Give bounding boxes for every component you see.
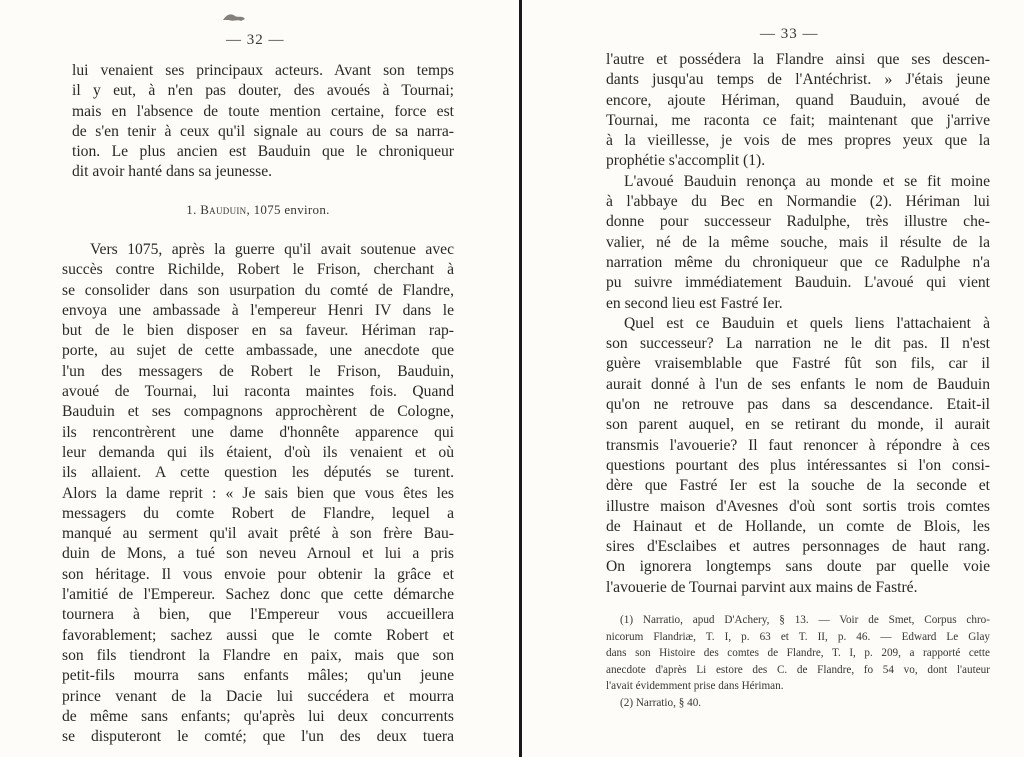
text-line: lui venaient ses principaux acteurs. Avant son temps — [72, 62, 454, 79]
footnote-line: l'avait évidemment prise dans Hériman. — [606, 680, 784, 693]
text-line: guère vraisemblable que Fastré fût son fils, car il — [606, 355, 990, 373]
text-line: favorablement; sachez aussi que le comte Robert et — [62, 626, 454, 644]
text-line: dit avoir hanté dans sa jeunesse. — [72, 163, 273, 181]
text-line: transmis l'avouerie? Il faut renoncer à répondre à ces — [606, 436, 990, 454]
text-line: ils allaient. A cette question les députés se turent. — [62, 464, 454, 482]
ink-smudge-mark — [221, 10, 247, 24]
text-line: Quel est ce Bauduin et quels liens l'attachaient à — [624, 314, 990, 332]
section-name: Bauduin, — [200, 202, 251, 217]
footnote-line: anecdote d'après Li estore des C. de Flandre, fo 54 vo, dont l'auteur — [606, 663, 990, 676]
footnotes — [606, 612, 990, 712]
text-line: but de le bien disposer en sa faveur. Hériman rap- — [62, 322, 454, 340]
text-line: messagers du comte Robert de Flandre, lequel a — [62, 504, 454, 522]
footnote-line: nicorum Flandriæ, T. I, p. 63 et T. II, p. 46. — Edward Le Glay — [606, 630, 990, 643]
text-line: Alors la dame reprit : « Je sais bien que vous êtes les — [62, 484, 454, 502]
text-line: l'autre et possédera la Flandre ainsi que ses descen- — [606, 51, 990, 68]
text-line: se disputeront le comté; que l'un des deux tuera — [62, 728, 454, 746]
text-line: porte, au sujet de cette ambassade, une anecdote que — [62, 342, 454, 360]
text-line: encore, ajoute Hériman, quand Bauduin, avoué de — [606, 91, 990, 109]
text-line: succès contre Richilde, Robert le Frison, cherchant à — [62, 261, 454, 279]
text-line: de Hainaut et de Hollande, un comte de Blois, les — [606, 517, 990, 535]
text-line: Tournai, me raconta ce fait; maintenant que j'arrive — [606, 111, 990, 129]
section-date: 1075 environ. — [253, 202, 330, 217]
text-line: sires d'Esclaibes et autres personnages de haut rang. — [606, 538, 990, 556]
text-line: envoya une ambassade à l'empereur Henri IV dans le — [62, 301, 454, 319]
text-line: avoué de Tournai, lui raconta maintes fois. Quand — [62, 383, 454, 401]
text-line: tion. Le plus ancien est Bauduin que le chroniqueur — [72, 143, 454, 161]
text-line: son héritage. Il vous envoie pour obtenir la grâce et — [62, 565, 454, 583]
left-intro-paragraph — [72, 61, 454, 183]
text-line: à l'abbaye du Bec en Normandie (2). Hériman lui — [606, 193, 990, 211]
text-line: On ignorera longtemps sans doute par quelle voie — [606, 558, 990, 576]
left-main-paragraph — [62, 240, 454, 747]
text-line: il y eut, à n'en pas douter, des avoués à Tournai; — [72, 82, 454, 100]
right-main-text — [606, 50, 990, 598]
text-line: à la vieillesse, je vois de mes propres yeux que la — [606, 132, 990, 150]
footnote-line: (2) Narratio, § 40. — [620, 696, 702, 709]
text-line: L'avoué Bauduin renonça au monde et se fit moine — [624, 172, 990, 190]
text-line: son parent auquel, en se retirant du monde, il aurait — [606, 416, 990, 434]
text-line: illustre maison d'Avesnes d'où sont sortis trois comtes — [606, 497, 990, 515]
text-line: en second lieu est Fastré Ier. — [606, 294, 783, 312]
text-line: aurait donné à l'un de ses enfants le nom de Bauduin — [606, 375, 990, 393]
text-line: leur demanda qui ils étaient, d'où ils venaient et où — [62, 443, 454, 461]
left-page-number: — 32 — — [226, 32, 285, 48]
text-line: ils rencontrèrent une dame d'honnête apparence qui — [62, 423, 454, 441]
text-line: pu suivre immédiatement Bauduin. L'avoué qui vient — [606, 274, 990, 292]
section-heading — [62, 202, 454, 218]
text-line: valier, né de la même souche, mais il résulte de la — [606, 233, 990, 251]
text-line: tournera à bien, que l'Empereur vous accueillera — [62, 606, 454, 624]
text-line: donne pour successeur Radulphe, très illustre che- — [606, 213, 990, 231]
text-line: dère que Fastré Ier est la souche de la seconde et — [606, 477, 990, 495]
text-line: narration même du chroniqueur que ce Radulphe n'a — [606, 253, 990, 271]
text-line: son fils tiendront la Flandre en paix, mais que son — [62, 646, 454, 664]
text-line: de s'en tenir à ceux qu'il signale au cours de sa narra- — [72, 122, 454, 140]
text-line: Vers 1075, après la guerre qu'il avait soutenue avec — [90, 241, 454, 258]
text-line: l'un des messagers de Robert le Frison, Bauduin, — [62, 362, 454, 380]
text-line: petit-fils mourra sans enfants mâles; qu'un jeune — [62, 667, 454, 685]
text-line: se consolider dans son usurpation du comté de Flandre, — [62, 281, 454, 299]
text-line: prince venant de la Dacie lui succédera et mourra — [62, 687, 454, 705]
text-line: prophétie s'accomplit (1). — [606, 152, 766, 170]
section-number: 1. — [186, 202, 197, 217]
text-line: son successeur? La narration ne le dit pas. Il n'est — [606, 335, 990, 353]
page-gutter — [519, 0, 522, 757]
text-line: duin de Mons, a tué son neveu Arnoul et lui a pris — [62, 545, 454, 563]
text-line: l'avouerie de Tournai parvint aux mains de Fastré. — [606, 578, 918, 596]
text-line: dants jusqu'au temps de l'Antéchrist. » J'étais jeune — [606, 71, 990, 89]
text-line: questions pourtant des plus intéressantes si l'on consi- — [606, 456, 990, 474]
right-page-number: — 33 — — [760, 26, 819, 42]
footnote-line: dans son Histoire des comtes de Flandre, T. I, p. 209, a rapporté cette — [606, 647, 990, 660]
text-line: mais en l'absence de toute mention certaine, force est — [72, 102, 454, 120]
text-line: l'amitié de l'Empereur. Sachez donc que cette démarche — [62, 586, 454, 604]
footnote-line: (1) Narratio, apud D'Achery, § 13. — Voir de Smet, Corpus chro- — [620, 614, 990, 626]
text-line: de même sans enfants; qu'après lui deux concurrents — [62, 707, 454, 725]
text-line: manqué au serment qu'il avait prêté à son frère Bau- — [62, 525, 454, 543]
text-line: qu'on ne retrouve pas dans sa descendance. Etait-il — [606, 396, 990, 414]
text-line: Bauduin et ses compagnons approchèrent de Cologne, — [62, 403, 454, 421]
